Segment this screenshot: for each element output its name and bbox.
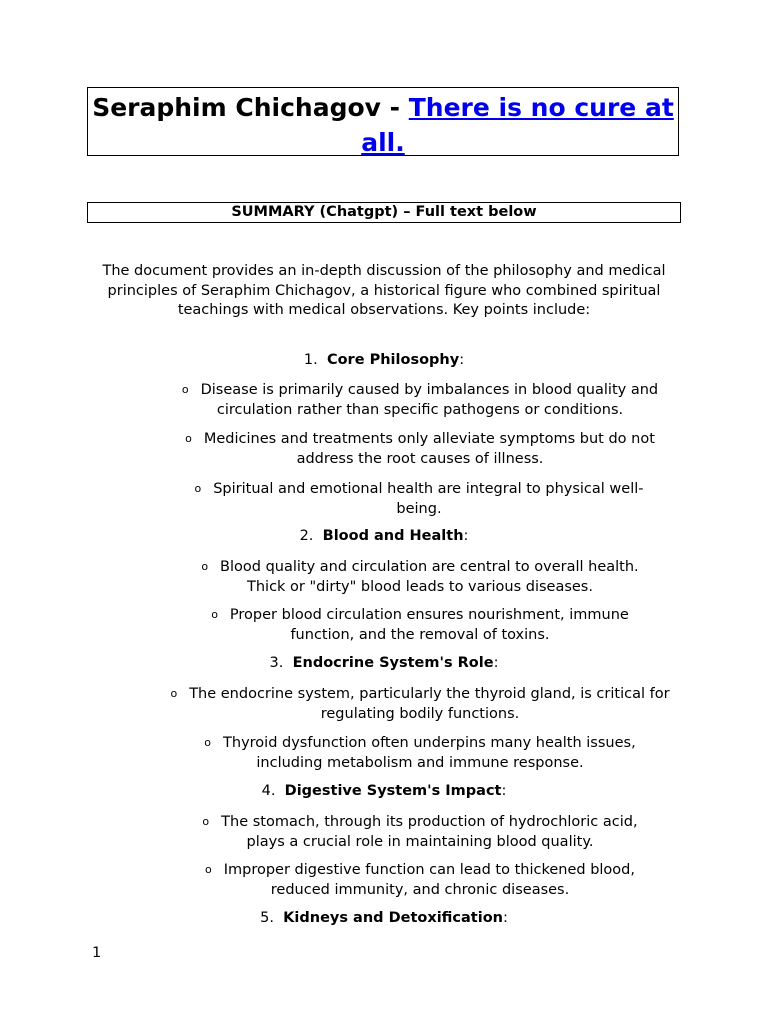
list-item: o The endocrine system, particularly the thyroid gland, is critical for regulating bodily functions.	[170, 686, 670, 722]
list-item: o Thyroid dysfunction often underpins many health issues, including metabolism and immune response.	[204, 735, 636, 771]
list-item: o Disease is primarily caused by imbalances in blood quality and circulation rather than specific pathogens or conditions.	[181, 382, 659, 418]
bullet-icon: o	[204, 736, 212, 749]
bullet-icon: o	[201, 560, 209, 573]
bullet-icon: o	[202, 815, 210, 828]
list-item: o Improper digestive function can lead to thickened blood, reduced immunity, and chronic diseases.	[205, 862, 635, 898]
section-heading-core-philosophy: 1. Core Philosophy:	[303, 352, 465, 368]
section-heading-endocrine: 3. Endocrine System's Role:	[269, 655, 499, 671]
list-item: o Proper blood circulation ensures nourishment, immune function, and the removal of toxins.	[211, 607, 629, 643]
summary-heading: SUMMARY (Chatgpt) – Full text below	[87, 202, 681, 223]
document-title	[87, 87, 679, 156]
section-heading-blood-and-health: 2. Blood and Health:	[299, 528, 469, 544]
bullet-icon: o	[170, 687, 178, 700]
section-heading-digestive: 4. Digestive System's Impact:	[261, 783, 507, 799]
intro-paragraph: The document provides an in-depth discussion of the philosophy and medical principles of Seraphim Chichagov, a historical figure who combined spiritual teachings with medical observations. Key points include:	[102, 263, 666, 319]
list-item: o Blood quality and circulation are central to overall health. Thick or "dirty" blood leads to various diseases.	[201, 559, 639, 595]
list-item: o Spiritual and emotional health are integral to physical well-being.	[194, 481, 644, 517]
title-author: Seraphim Chichagov -	[92, 93, 409, 122]
bullet-icon: o	[194, 482, 202, 495]
page-number: 1	[92, 945, 102, 961]
section-heading-kidneys: 5. Kidneys and Detoxification:	[260, 910, 508, 926]
bullet-icon: o	[185, 432, 192, 445]
list-item: o The stomach, through its production of hydrochloric acid, plays a crucial role in maintaining blood quality.	[202, 814, 638, 850]
bullet-icon: o	[181, 383, 189, 396]
bullet-icon: o	[211, 608, 218, 621]
title-link[interactable]: There is no cure at all.	[361, 93, 674, 157]
bullet-icon: o	[205, 863, 212, 876]
list-item: o Medicines and treatments only alleviate symptoms but do not address the root causes of illness.	[185, 431, 655, 467]
